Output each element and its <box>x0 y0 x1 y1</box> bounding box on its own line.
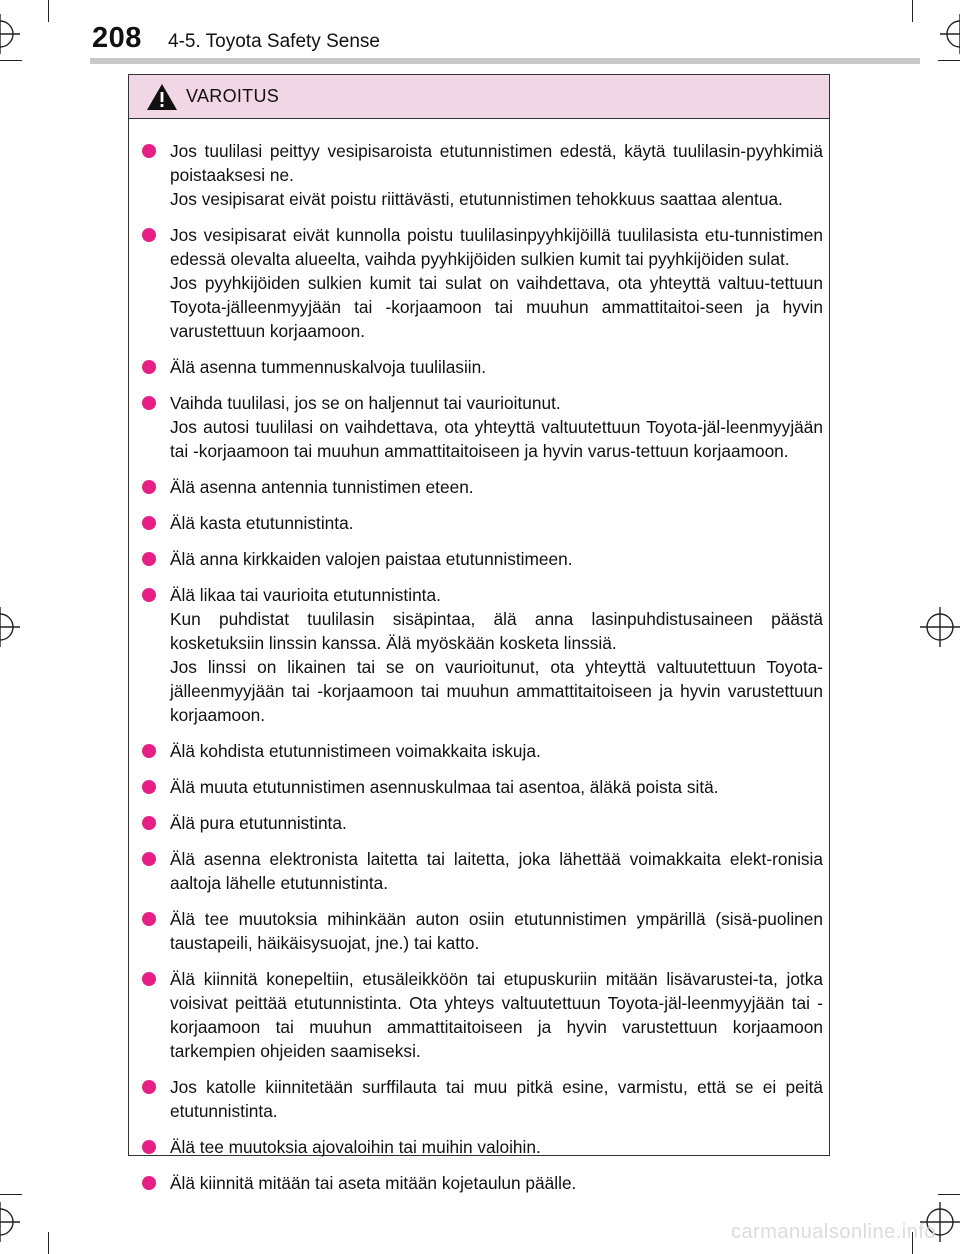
crop-mark <box>0 60 22 61</box>
warning-item <box>141 739 823 763</box>
bullet-icon <box>142 1080 156 1094</box>
registration-mark-icon <box>0 607 20 647</box>
crop-mark <box>938 60 960 61</box>
bullet-icon <box>142 780 156 794</box>
bullet-icon <box>142 552 156 566</box>
warning-item <box>141 583 823 727</box>
warning-item <box>141 775 823 799</box>
warning-paragraph: Älä likaa tai vaurioita etutunnistinta. <box>170 585 441 605</box>
crop-mark <box>48 1232 49 1254</box>
header-rule <box>90 58 920 64</box>
warning-item <box>141 391 823 463</box>
section-title: 4-5. Toyota Safety Sense <box>168 31 380 52</box>
registration-mark-icon <box>0 1202 20 1242</box>
warning-paragraph: Jos autosi tuulilasi on vaihdettava, ota yhteyttä valtuutettuun Toyota-jäl-leenmyyjään tai -korjaamoon tai muuhun ammattitaitoiseen ja hyvin varus-tettuun korjaamoon. <box>170 417 823 461</box>
warning-paragraph: Jos pyyhkijöiden sulkien kumit tai sulat on vaihdettava, ota yhteyttä valtuu-tettuun Toyota-jälleenmyyjään tai -korjaamoon tai muuhun ammattitaitoi-seen ja hyvin varustettuun korjaamoon. <box>170 273 823 341</box>
warning-item <box>141 907 823 955</box>
warning-paragraph: Jos tuulilasi peittyy vesipisaroista etutunnistimen edestä, käytä tuulilasin-pyyhkimiä poistaaksesi ne. <box>170 141 823 185</box>
warning-item <box>141 1075 823 1123</box>
page-number: 208 <box>92 22 142 54</box>
bullet-icon <box>142 480 156 494</box>
warning-item <box>141 1171 823 1195</box>
warning-paragraph: Älä pura etutunnistinta. <box>170 813 347 833</box>
warning-paragraph: Älä tee muutoksia mihinkään auton osiin etutunnistimen ympärillä (sisä-puolinen taustapeili, häikäisysuojat, jne.) tai katto. <box>170 909 823 953</box>
bullet-icon <box>142 744 156 758</box>
bullet-icon <box>142 972 156 986</box>
warning-paragraph: Älä asenna elektronista laitetta tai laitetta, joka lähettää voimakkaita elekt-ronisia aaltoja lähelle etutunnistinta. <box>170 849 823 893</box>
crop-mark <box>48 0 49 22</box>
warning-paragraph: Jos linssi on likainen tai se on vaurioitunut, ota yhteyttä valtuutettuun Toyota-jälleenmyyjään tai -korjaamoon tai muuhun ammattitaitoiseen ja hyvin varustettuun korjaamoon. <box>170 657 823 725</box>
warning-item <box>141 139 823 211</box>
bullet-icon <box>142 852 156 866</box>
crop-mark <box>938 1194 960 1195</box>
warning-paragraph: Älä muuta etutunnistimen asennuskulmaa tai asentoa, äläkä poista sitä. <box>170 777 719 797</box>
warning-paragraph: Älä kohdista etutunnistimeen voimakkaita iskuja. <box>170 741 541 761</box>
warning-paragraph: Jos vesipisarat eivät poistu riittävästi, etutunnistimen tehokkuus saattaa alentua. <box>170 189 783 209</box>
bullet-icon <box>142 588 156 602</box>
warning-item <box>141 847 823 895</box>
warning-item <box>141 967 823 1063</box>
crop-mark <box>912 0 913 22</box>
warning-item <box>141 355 823 379</box>
warning-paragraph: Älä kasta etutunnistinta. <box>170 513 354 533</box>
warning-item <box>141 511 823 535</box>
warning-paragraph: Älä tee muutoksia ajovaloihin tai muihin valoihin. <box>170 1137 541 1157</box>
registration-mark-icon <box>940 14 960 54</box>
crop-mark <box>0 1194 22 1195</box>
bullet-icon <box>142 360 156 374</box>
warning-header <box>129 75 829 119</box>
warning-paragraph: Jos vesipisarat eivät kunnolla poistu tuulilasinpyyhkijöillä tuulilasista etu-tunnistimen edessä olevalta alueelta, vaihda pyyhkijöiden sulkien kumit tai pyyhkijöiden sulat. <box>170 225 823 269</box>
watermark: carmanualsonline.info <box>730 1221 936 1243</box>
registration-mark-icon <box>0 14 20 54</box>
warning-paragraph: Älä kiinnitä konepeltiin, etusäleikköön tai etupuskuriin mitään lisävarustei-ta, jotka voisivat peittää etutunnistinta. Ota yhteys valtuutettuun Toyota-jäl-leenmyyjään tai -korjaamoon tai muuhun ammattitaitoiseen ja hyvin varustettuun korjaamoon tarkempien ohjeiden saamiseksi. <box>170 969 823 1061</box>
bullet-icon <box>142 516 156 530</box>
registration-mark-icon <box>920 607 960 647</box>
bullet-icon <box>142 1140 156 1154</box>
warning-triangle-icon <box>146 83 178 111</box>
warning-paragraph: Kun puhdistat tuulilasin sisäpintaa, älä anna lasinpuhdistusaineen päästä kosketuksiin linssin kanssa. Älä myöskään kosketa linssiä. <box>170 609 823 653</box>
warning-item <box>141 223 823 343</box>
bullet-icon <box>142 912 156 926</box>
warning-paragraph: Älä anna kirkkaiden valojen paistaa etutunnistimeen. <box>170 549 573 569</box>
bullet-icon <box>142 1176 156 1190</box>
warning-box <box>128 74 830 1193</box>
warning-item <box>141 811 823 835</box>
bullet-icon <box>142 816 156 830</box>
warning-paragraph: Jos katolle kiinnitetään surffilauta tai muu pitkä esine, varmistu, että se ei peitä etutunnistinta. <box>170 1077 823 1121</box>
warning-title: VAROITUS <box>186 86 280 106</box>
warning-paragraph: Älä asenna antennia tunnistimen eteen. <box>170 477 474 497</box>
bullet-icon <box>142 228 156 242</box>
warning-list <box>129 119 829 1195</box>
warning-paragraph: Älä kiinnitä mitään tai aseta mitään kojetaulun päälle. <box>170 1173 577 1193</box>
warning-item <box>141 475 823 499</box>
warning-paragraph: Vaihda tuulilasi, jos se on haljennut tai vaurioitunut. <box>170 393 561 413</box>
bullet-icon <box>142 144 156 158</box>
warning-item <box>141 1135 823 1159</box>
warning-paragraph: Älä asenna tummennuskalvoja tuulilasiin. <box>170 357 487 377</box>
warning-item <box>141 547 823 571</box>
bullet-icon <box>142 396 156 410</box>
